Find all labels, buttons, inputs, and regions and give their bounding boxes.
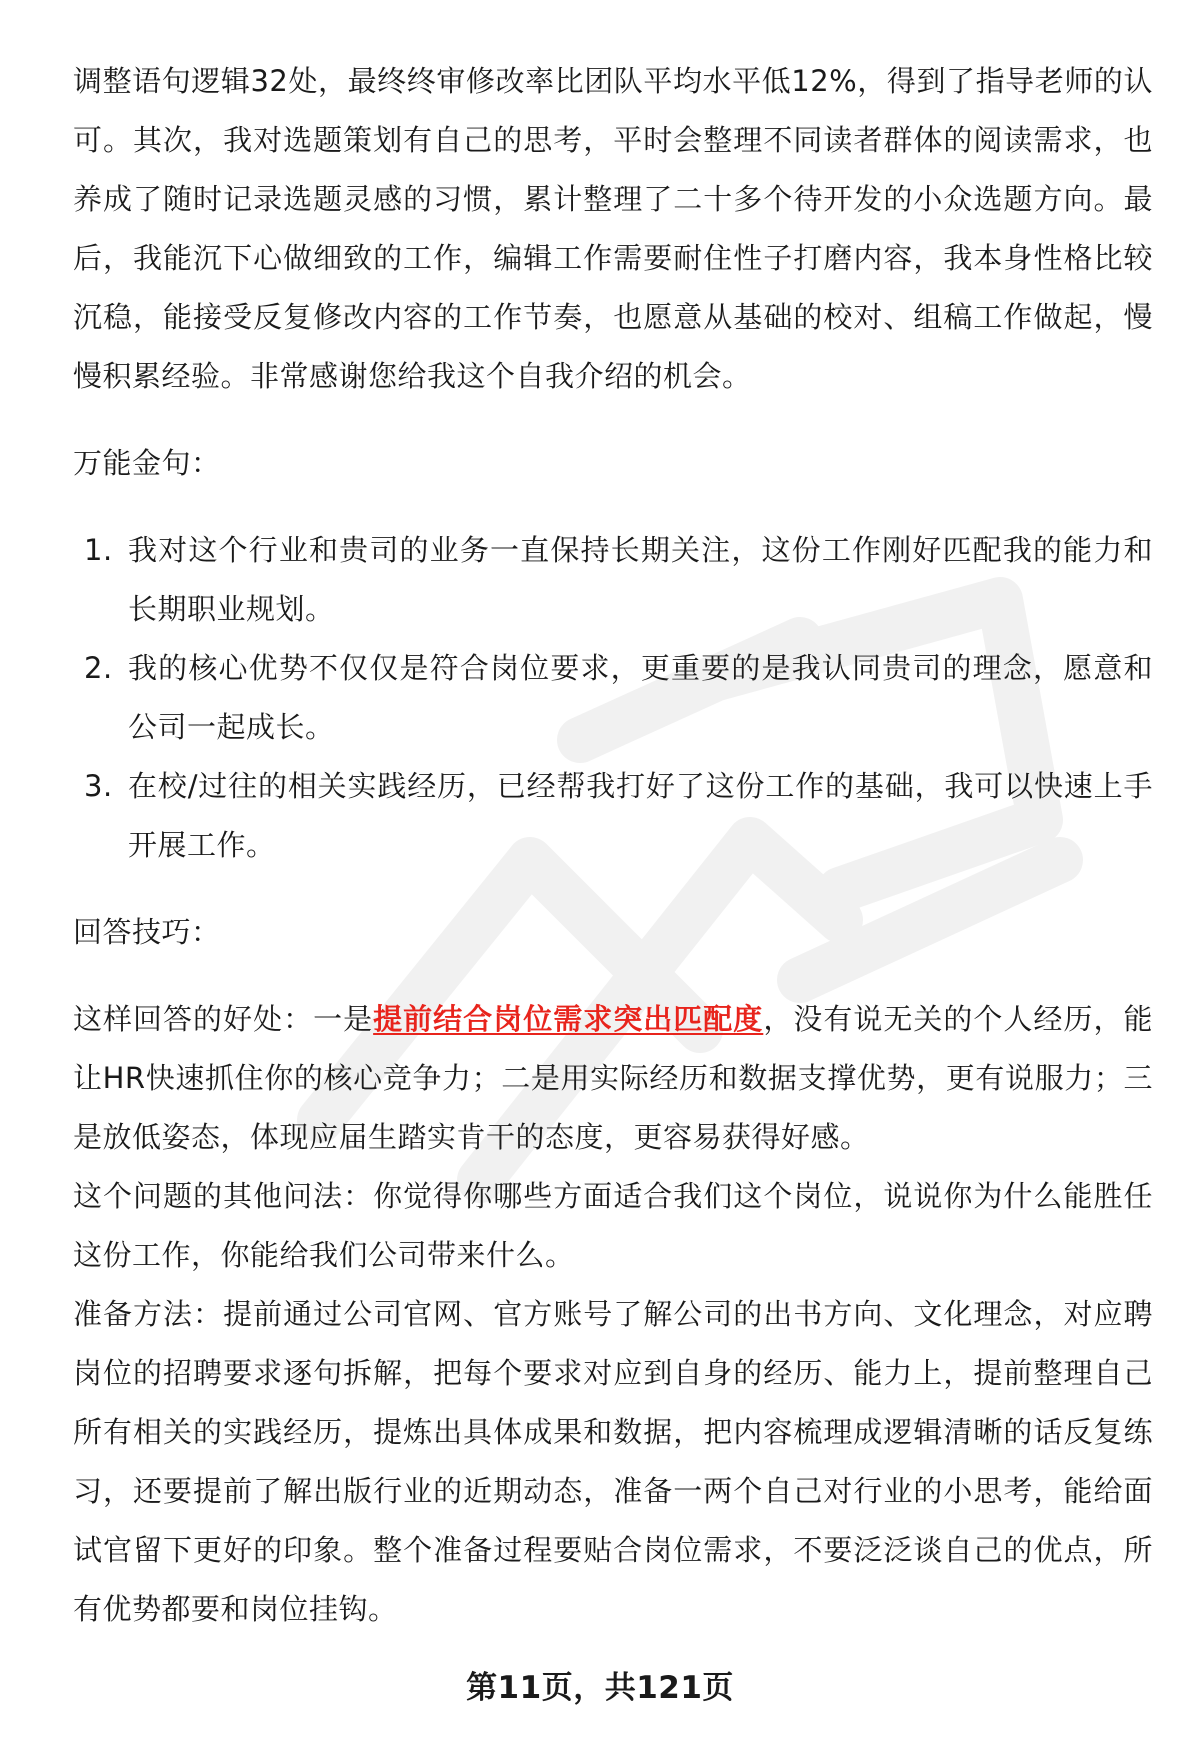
- document-page: [73, 52, 1153, 1639]
- tips-preparation-paragraph: 准备方法：提前通过公司官网、官方账号了解公司的出书方向、文化理念，对应聘岗位的招聘要求逐句拆解，把每个要求对应到自身的经历、能力上，提前整理自己所有相关的实践经历，提炼出具体成果和数据，把内容梳理成逻辑清晰的话反复练习，还要提前了解出版行业的近期动态，准备一两个自己对行业的小思考，能给面试官留下更好的印象。整个准备过程要贴合岗位需求，不要泛泛谈自己的优点，所有优势都要和岗位挂钩。: [73, 1297, 1153, 1626]
- list-item-number: 1.: [84, 533, 113, 567]
- benefit-suffix: ，没有说无关的个人经历，能让HR快速抓住你的核心竞争力；二是用实际经历和数据支撑优势，更有说服力；三是放低姿态，体现应届生踏实肯干的态度，更容易获得好感。: [73, 1002, 1153, 1154]
- benefit-highlight: 提前结合岗位需求突出匹配度: [373, 1002, 764, 1036]
- benefit-prefix: 这样回答的好处：一是: [73, 1002, 374, 1036]
- golden-sentences-heading: 万能金句：: [73, 446, 221, 480]
- intro-paragraph: 调整语句逻辑32处，最终终审修改率比团队平均水平低12%，得到了指导老师的认可。其次，我对选题策划有自己的思考，平时会整理不同读者群体的阅读需求，也养成了随时记录选题灵感的习惯，累计整理了二十多个待开发的小众选题方向。最后，我能沉下心做细致的工作，编辑工作需要耐住性子打磨内容，我本身性格比较沉稳，能接受反复修改内容的工作节奏，也愿意从基础的校对、组稿工作做起，慢慢积累经验。非常感谢您给我这个自我介绍的机会。: [73, 64, 1153, 393]
- golden-sentences-list: [73, 521, 1153, 875]
- tips-heading: 回答技巧：: [73, 915, 221, 949]
- list-item: [73, 639, 1153, 757]
- list-item-text: 在校/过往的相关实践经历，已经帮我打好了这份工作的基础，我可以快速上手开展工作。: [128, 769, 1153, 862]
- list-item-text: 我对这个行业和贵司的业务一直保持长期关注，这份工作刚好匹配我的能力和长期职业规划。: [128, 533, 1153, 626]
- tips-benefit-paragraph: [73, 990, 1153, 1167]
- list-item-text: 我的核心优势不仅仅是符合岗位要求，更重要的是我认同贵司的理念，愿意和公司一起成长。: [128, 651, 1153, 744]
- tips-other-asks-paragraph: 这个问题的其他问法：你觉得你哪些方面适合我们这个岗位，说说你为什么能胜任这份工作，你能给我们公司带来什么。: [73, 1179, 1153, 1272]
- page-footer: 第11页，共121页: [466, 1670, 734, 1706]
- list-item: [73, 757, 1153, 875]
- list-item-number: 3.: [84, 769, 113, 803]
- list-item-number: 2.: [84, 651, 113, 685]
- list-item: [73, 521, 1153, 639]
